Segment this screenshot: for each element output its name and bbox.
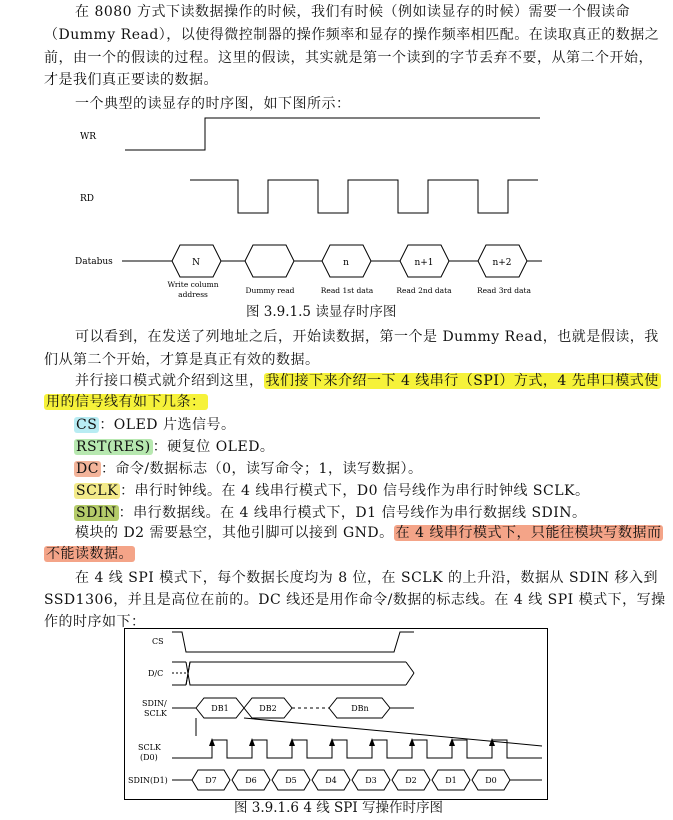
para1-line2: （Dummy Read），以使得微控制器的操作频率和显存的操作频率相匹配。在读取真正的数据之 — [44, 27, 660, 43]
cell-n: n — [343, 258, 349, 268]
para6-line1: 在 4 线 SPI 模式下，每个数据长度均为 8 位，在 SCLK 的上升沿，数据从 SDIN 移入到 — [75, 570, 659, 586]
para5-line1 — [75, 522, 673, 544]
para3-line1: 可以看到，在发送了列地址之后，开始读数据，第一个是 Dummy Read，也就是假读，我 — [75, 329, 659, 345]
databus-label: Databus — [75, 257, 113, 267]
bit-d4: D4 — [325, 776, 337, 785]
label-dummy: Dummy read — [245, 286, 295, 295]
para1-line4: 才是我们真正要读的数据。 — [44, 72, 218, 88]
bit-d1: D1 — [445, 776, 457, 785]
para1-line3: 前，由一个的假读的过程。这里的假读，其实就是第一个读到的字节丢弃不要，从第二个开始， — [44, 50, 653, 66]
para4-line2 — [44, 391, 644, 413]
para5-line2 — [44, 543, 644, 565]
para5-highlight-2: 不能读数据。 — [46, 546, 133, 562]
sdin-sclk-label-2: SCLK — [144, 709, 167, 718]
byte-dbn: DBn — [351, 704, 369, 713]
para4-highlight-2: 用的信号线有如下几条： — [46, 394, 206, 410]
figure-caption-1: 图 3.9.1.5 读显存时序图 — [246, 304, 397, 320]
wr-label: WR — [80, 132, 97, 142]
bit-d3: D3 — [365, 776, 377, 785]
byte-db1: DB1 — [211, 704, 229, 713]
para4-text: 并行接口模式就介绍到这里， — [75, 373, 264, 389]
rd-label: RD — [80, 194, 94, 204]
para5-highlight-1: 在 4 线串行模式下，只能往模块写数据而 — [395, 525, 662, 541]
label-read-1: Read 1st data — [320, 286, 374, 295]
dc-label: D/C — [148, 669, 164, 678]
para3-line2: 们从第二个开始，才算是真正有效的数据。 — [44, 352, 320, 368]
sclk-d0-label-2: (D0) — [140, 753, 158, 762]
cell-n1: n+1 — [414, 258, 434, 268]
signal-cs-desc: ：OLED 片选信号。 — [99, 417, 236, 433]
label-write-col-1: Write column — [167, 280, 219, 289]
signal-sdin-desc: ：串行数据线。在 4 线串行模式下，D1 信号线作为串行数据线 SDIN。 — [118, 505, 587, 521]
read-timing-diagram — [60, 115, 620, 310]
para5-text: 模块的 D2 需要悬空，其他引脚可以接到 GND。 — [75, 525, 394, 541]
para4-line1 — [75, 370, 673, 392]
signal-cs — [74, 414, 673, 436]
signal-rst — [74, 436, 673, 458]
signal-dc-name: DC — [76, 461, 99, 477]
signal-rst-name: RST(RES) — [76, 439, 151, 455]
cell-n-upper: N — [192, 258, 200, 268]
signal-dc-desc: ：命令/数据标志（0，读写命令；1，读写数据）。 — [100, 461, 423, 477]
label-read-3: Read 3rd data — [476, 286, 532, 295]
sclk-d0-label-1: SCLK — [138, 743, 161, 752]
para6-line2: SSD1306，并且是高位在前的。DC 线还是用作命令/数据的标志线。在 4 线 SPI 模式下，写操 — [44, 592, 666, 608]
cs-label: CS — [152, 637, 164, 646]
para4-highlight-1: 我们接下来介绍一下 4 线串行（SPI）方式，4 先串口模式使 — [265, 373, 659, 389]
bit-d2: D2 — [405, 776, 417, 785]
signal-sclk-name: SCLK — [76, 483, 119, 499]
bit-d5: D5 — [285, 776, 297, 785]
cell-n2: n+2 — [492, 258, 512, 268]
spi-write-timing-diagram — [124, 628, 548, 800]
signal-sclk — [74, 480, 673, 502]
bit-d7: D7 — [205, 776, 217, 785]
signal-sclk-desc: ：串行时钟线。在 4 线串行模式下，D0 信号线作为串行时钟线 SCLK。 — [120, 483, 590, 499]
signal-sdin-name: SDIN — [76, 505, 117, 521]
label-read-2: Read 2nd data — [396, 286, 452, 295]
para6-line3: 作的时序如下： — [44, 614, 146, 630]
bit-d0: D0 — [485, 776, 497, 785]
para2-text: 一个典型的读显存的时序图，如下图所示： — [75, 96, 351, 112]
sdin-d1-label: SDIN(D1) — [128, 776, 168, 785]
figure-caption-2: 图 3.9.1.6 4 线 SPI 写操作时序图 — [234, 800, 443, 816]
signal-dc — [74, 458, 673, 480]
signal-sdin — [74, 502, 673, 524]
label-write-col-2: address — [178, 290, 208, 299]
para1-line1: 在 8080 方式下读数据操作的时候，我们有时候（例如读显存的时候）需要一个假读命 — [75, 4, 631, 20]
signal-cs-name: CS — [76, 417, 98, 433]
sdin-sclk-label-1: SDIN/ — [142, 699, 167, 708]
bit-d6: D6 — [245, 776, 257, 785]
signal-rst-desc: ：硬复位 OLED。 — [152, 439, 275, 455]
byte-db2: DB2 — [259, 704, 277, 713]
